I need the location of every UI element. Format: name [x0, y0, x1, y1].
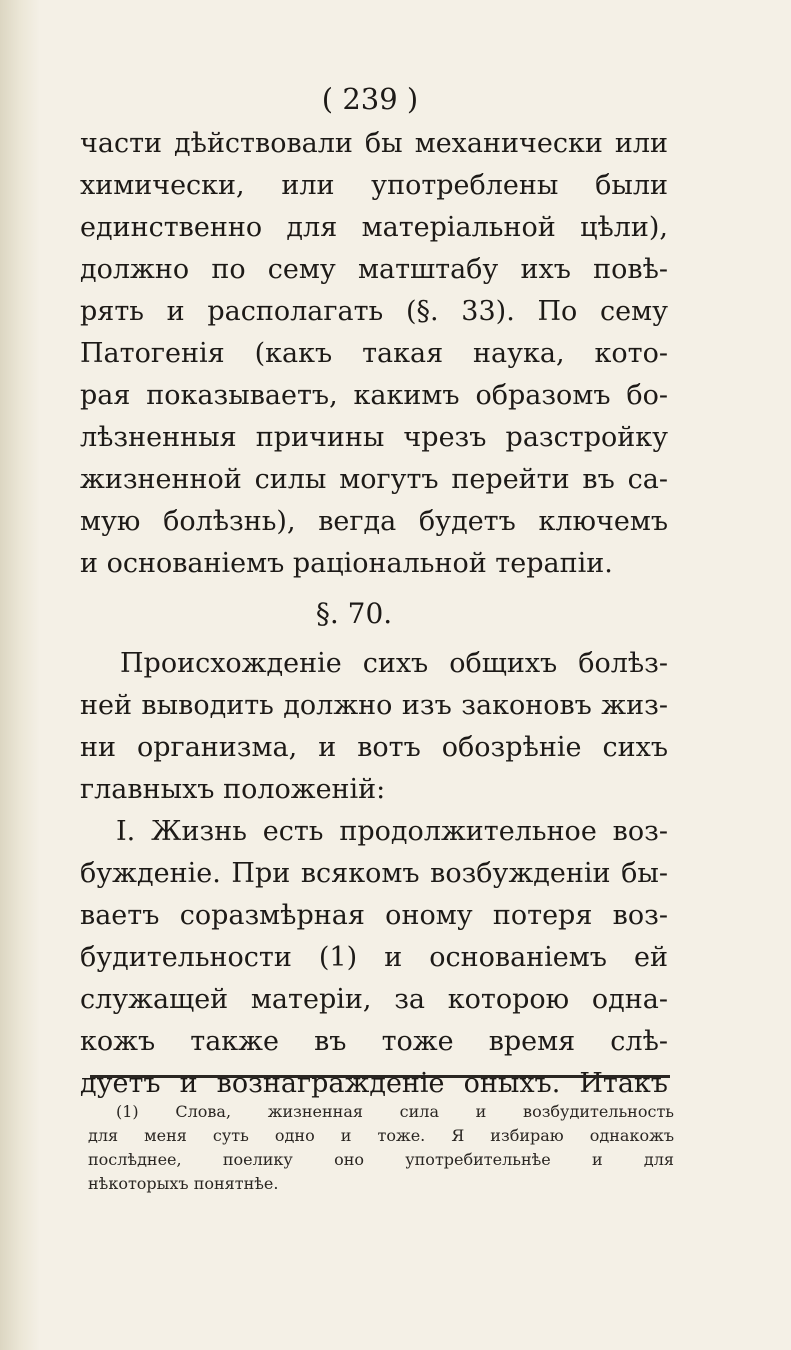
text-line: будительности (1) и основаніемъ ей — [80, 942, 668, 973]
text-line: части дѣйствовали бы механически или — [80, 128, 668, 159]
text-line: должно по сему матштабу ихъ повѣ- — [80, 254, 668, 285]
page-number: ( 239 ) — [321, 82, 419, 116]
section-heading: §. 70. — [315, 597, 393, 630]
text-line: ней выводить должно изъ законовъ жиз- — [80, 690, 668, 721]
footnote-line: (1) Слова, жизненная сила и возбудительность — [116, 1102, 674, 1121]
text-line: химически, или употреблены были — [80, 170, 668, 201]
text-line: Патогенія (какъ такая наука, кото- — [80, 338, 668, 369]
text-line: мую болѣзнь), вегда будетъ ключемъ — [80, 506, 668, 537]
text-line: ваетъ соразмѣрная оному потеря воз- — [80, 900, 668, 931]
text-line: ни организма, и вотъ обозрѣніе сихъ — [80, 732, 668, 763]
text-line: рая показываетъ, какимъ образомъ бо- — [80, 380, 668, 411]
text-line: рять и располагать (§. 33). По сему — [80, 296, 668, 327]
text-line: I. Жизнь есть продолжительное воз- — [116, 816, 668, 847]
footnote-divider — [90, 1075, 670, 1078]
text-line: и основаніемъ раціональной терапіи. — [80, 548, 613, 579]
footnote — [88, 1100, 674, 1196]
footnote-line: нѣкоторыхъ понятнѣе. — [88, 1174, 279, 1193]
footnote-line: для меня суть одно и тоже. Я избираю однакожъ — [88, 1126, 674, 1145]
text-line: Происхожденіе сихъ общихъ болѣз- — [120, 648, 668, 679]
main-text — [80, 123, 668, 1105]
footnote-line: послѣднее, поелику оно употребительнѣе и для — [88, 1150, 674, 1169]
text-line: служащей матеріи, за которою одна- — [80, 984, 668, 1015]
page-gutter-shadow — [0, 0, 40, 1350]
text-line: дуетъ и вознагражденіе оныхъ. Итакъ — [80, 1068, 668, 1099]
text-line: кожъ также въ тоже время слѣ- — [80, 1026, 668, 1057]
text-line: лѣзненныя причины чрезъ разстройку — [80, 422, 668, 453]
text-line: единственно для матеріальной цѣли), — [80, 212, 668, 243]
text-line: бужденіе. При всякомъ возбужденіи бы- — [80, 858, 668, 889]
text-line: жизненной силы могутъ перейти въ са- — [80, 464, 668, 495]
text-line: главныхъ положеній: — [80, 774, 386, 805]
